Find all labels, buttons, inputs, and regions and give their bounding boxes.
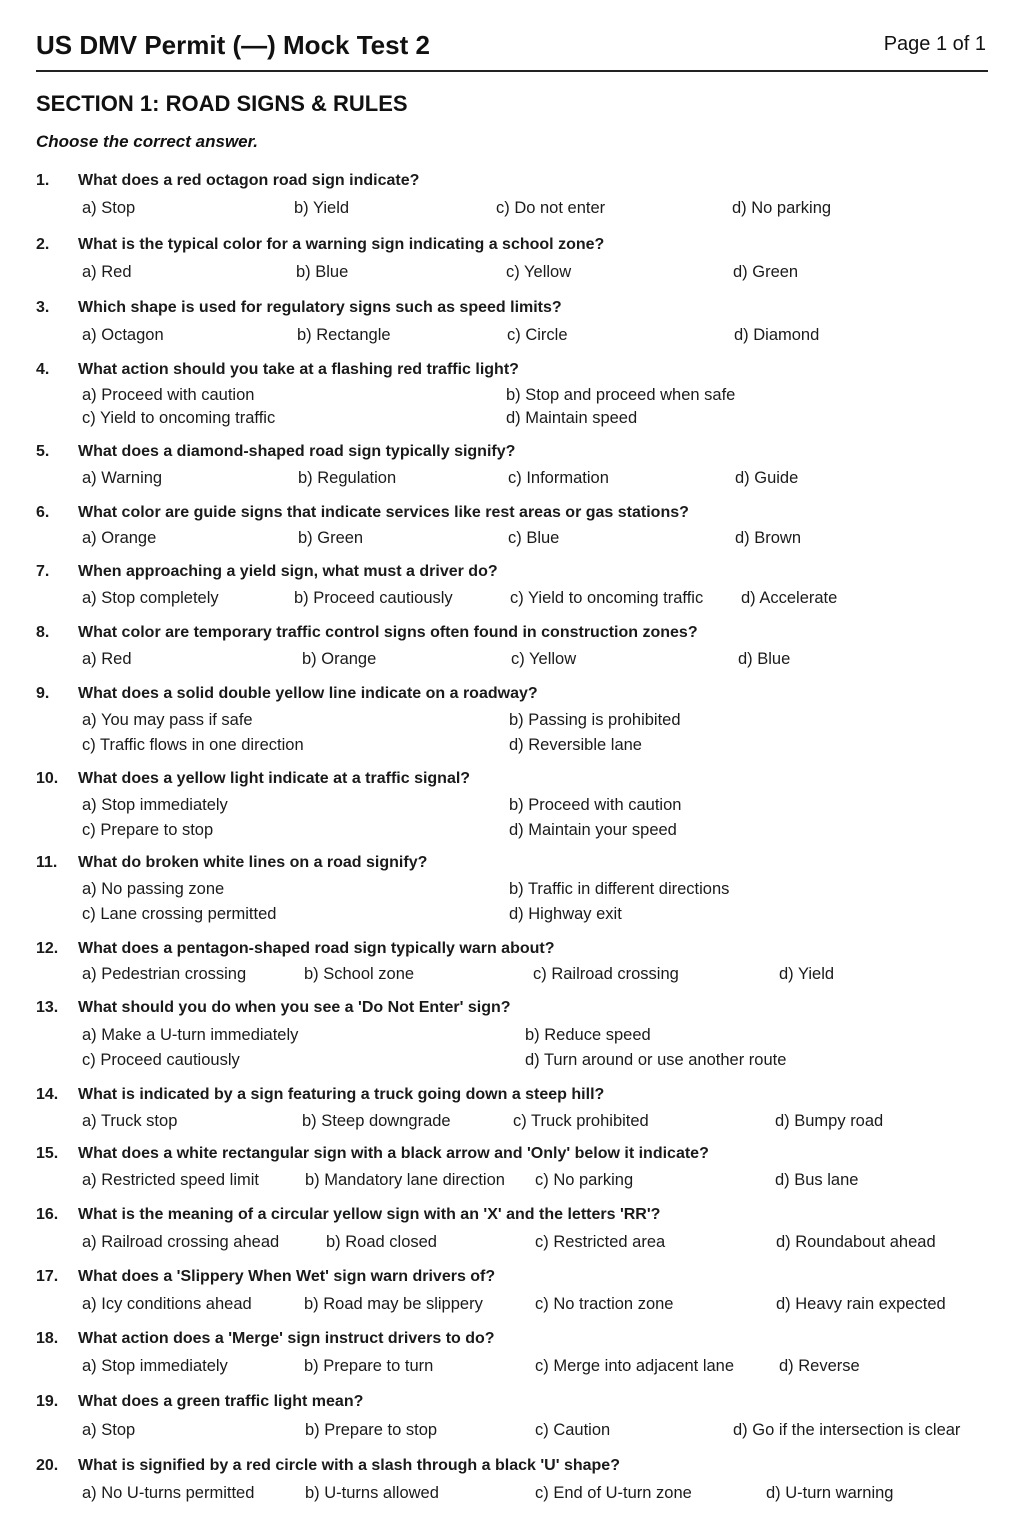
answer-option[interactable]: c) Truck prohibited (513, 1112, 649, 1130)
question-number: 9. (36, 685, 50, 702)
answer-option[interactable]: d) Maintain speed (506, 409, 638, 427)
answer-option[interactable]: a) Railroad crossing ahead (82, 1233, 280, 1251)
page-header (36, 30, 988, 72)
answer-option[interactable]: d) Highway exit (509, 905, 622, 923)
answer-option[interactable]: a) Stop (82, 1421, 136, 1439)
answer-option[interactable]: a) Stop (82, 199, 136, 217)
instruction: Choose the correct answer. (36, 132, 259, 151)
answer-option[interactable]: d) Turn around or use another route (525, 1051, 787, 1069)
answer-option[interactable]: d) No parking (732, 199, 832, 217)
question-text: What action does a 'Merge' sign instruct drivers to do? (78, 1330, 495, 1347)
answer-option[interactable]: a) Red (82, 263, 132, 281)
answer-option[interactable]: b) Proceed cautiously (294, 589, 453, 607)
question-number: 7. (36, 563, 50, 580)
question-number: 18. (36, 1330, 59, 1347)
answer-option[interactable]: c) Circle (507, 326, 568, 344)
answer-option[interactable]: c) No traction zone (535, 1295, 674, 1313)
answer-option[interactable]: c) Information (508, 469, 609, 487)
answer-option[interactable]: d) Reverse (779, 1357, 860, 1375)
answer-option[interactable]: a) Warning (82, 469, 163, 487)
answer-option[interactable]: d) Guide (735, 469, 799, 487)
answer-option[interactable]: c) Yield to oncoming traffic (82, 409, 276, 427)
answer-option[interactable]: d) Diamond (734, 326, 820, 344)
answer-option[interactable]: c) Yellow (506, 263, 572, 281)
answer-option[interactable]: c) Yellow (511, 650, 577, 668)
answer-option[interactable]: c) Merge into adjacent lane (535, 1357, 735, 1375)
question-number: 13. (36, 999, 59, 1016)
question-number: 15. (36, 1145, 59, 1162)
question-text: What action should you take at a flashing red traffic light? (78, 361, 519, 378)
question-number: 20. (36, 1457, 59, 1474)
answer-option[interactable]: c) Yield to oncoming traffic (510, 589, 704, 607)
section-title: SECTION 1: ROAD SIGNS & RULES (36, 91, 408, 116)
answer-option[interactable]: d) Blue (738, 650, 791, 668)
answer-option[interactable]: a) Proceed with caution (82, 386, 255, 404)
question-number: 8. (36, 624, 50, 641)
answer-option[interactable]: b) Road may be slippery (304, 1295, 483, 1313)
answer-option[interactable]: b) Green (298, 529, 364, 547)
question-number: 10. (36, 770, 59, 787)
question-text: What does a solid double yellow line indicate on a roadway? (78, 685, 538, 702)
answer-option[interactable]: c) End of U-turn zone (535, 1484, 692, 1502)
answer-option[interactable]: d) Roundabout ahead (776, 1233, 936, 1251)
answer-option[interactable]: b) Prepare to stop (305, 1421, 438, 1439)
answer-option[interactable]: a) Red (82, 650, 132, 668)
answer-option[interactable]: c) Prepare to stop (82, 821, 214, 839)
answer-option[interactable]: d) Maintain your speed (509, 821, 677, 839)
answer-option[interactable]: d) Brown (735, 529, 802, 547)
question-text: What color are temporary traffic control signs often found in construction zones? (78, 624, 698, 641)
answer-option[interactable]: d) Green (733, 263, 799, 281)
answer-option[interactable]: b) Yield (294, 199, 350, 217)
question-number: 6. (36, 504, 50, 521)
answer-option[interactable]: a) Icy conditions ahead (82, 1295, 252, 1313)
answer-option[interactable]: b) Orange (302, 650, 377, 668)
question-text: What color are guide signs that indicate services like rest areas or gas stations? (78, 504, 689, 521)
question-text: What does a white rectangular sign with a black arrow and 'Only' below it indicate? (78, 1145, 709, 1162)
page-number: Page 1 of 1 (883, 33, 986, 55)
answer-option[interactable]: b) School zone (304, 965, 415, 983)
question-text: What does a 'Slippery When Wet' sign warn drivers of? (78, 1268, 496, 1285)
answer-option[interactable]: d) Bumpy road (775, 1112, 884, 1130)
question-text: What does a pentagon-shaped road sign typically warn about? (78, 940, 555, 957)
answer-option[interactable]: c) Railroad crossing (533, 965, 679, 983)
answer-option[interactable]: a) No passing zone (82, 880, 225, 898)
answer-option[interactable]: b) Road closed (326, 1233, 437, 1251)
answer-option[interactable]: a) Stop immediately (82, 1357, 228, 1375)
answer-option[interactable]: b) Blue (296, 263, 349, 281)
answer-option[interactable]: b) U-turns allowed (305, 1484, 439, 1502)
question-text: What does a yellow light indicate at a traffic signal? (78, 770, 471, 787)
question-text: What does a green traffic light mean? (78, 1393, 364, 1410)
answer-option[interactable]: c) Caution (535, 1421, 611, 1439)
answer-option[interactable]: d) Bus lane (775, 1171, 859, 1189)
answer-option[interactable]: c) Traffic flows in one direction (82, 736, 304, 754)
answer-option[interactable]: b) Reduce speed (525, 1026, 651, 1044)
answer-option[interactable]: b) Prepare to turn (304, 1357, 434, 1375)
answer-option[interactable]: b) Traffic in different directions (509, 880, 730, 898)
question-number: 4. (36, 361, 50, 378)
answer-option[interactable]: c) Blue (508, 529, 560, 547)
question-number: 17. (36, 1268, 59, 1285)
question-text: What is the meaning of a circular yellow sign with an 'X' and the letters 'RR'? (78, 1206, 661, 1223)
question-number: 5. (36, 443, 50, 460)
question-text: Which shape is used for regulatory signs such as speed limits? (78, 299, 562, 316)
answer-option[interactable]: a) Octagon (82, 326, 164, 344)
question-text: What is the typical color for a warning sign indicating a school zone? (78, 236, 605, 253)
answer-option[interactable]: d) Go if the intersection is clear (733, 1421, 961, 1439)
answer-option[interactable]: a) Stop completely (82, 589, 219, 607)
question-text: When approaching a yield sign, what must a driver do? (78, 563, 498, 580)
answer-option[interactable]: b) Mandatory lane direction (305, 1171, 505, 1189)
answer-option[interactable]: d) Accelerate (741, 589, 838, 607)
answer-option[interactable]: b) Rectangle (297, 326, 391, 344)
answer-option[interactable]: b) Regulation (298, 469, 397, 487)
answer-option[interactable]: d) Heavy rain expected (776, 1295, 946, 1313)
answer-option[interactable]: c) Restricted area (535, 1233, 666, 1251)
answer-option[interactable]: a) Orange (82, 529, 157, 547)
question-text: What does a red octagon road sign indicate? (78, 172, 420, 189)
answer-option[interactable]: a) Make a U-turn immediately (82, 1026, 299, 1044)
answer-option[interactable]: a) Truck stop (82, 1112, 178, 1130)
question-text: What is signified by a red circle with a slash through a black 'U' shape? (78, 1457, 620, 1474)
question-number: 16. (36, 1206, 59, 1223)
answer-option[interactable]: a) Pedestrian crossing (82, 965, 247, 983)
question-number: 14. (36, 1086, 59, 1103)
question-number: 1. (36, 172, 50, 189)
answer-option[interactable]: d) U-turn warning (766, 1484, 894, 1502)
answer-option[interactable]: c) Proceed cautiously (82, 1051, 240, 1069)
answer-option[interactable]: c) No parking (535, 1171, 634, 1189)
answer-option[interactable]: b) Proceed with caution (509, 796, 682, 814)
question-text: What do broken white lines on a road signify? (78, 854, 428, 871)
question-text: What is indicated by a sign featuring a truck going down a steep hill? (78, 1086, 605, 1103)
answer-option[interactable]: b) Steep downgrade (302, 1112, 451, 1130)
question-number: 3. (36, 299, 50, 316)
question-text: What does a diamond-shaped road sign typically signify? (78, 443, 516, 460)
answer-option[interactable]: c) Lane crossing permitted (82, 905, 277, 923)
answer-option[interactable]: b) Stop and proceed when safe (506, 386, 736, 404)
question-number: 19. (36, 1393, 59, 1410)
answer-option[interactable]: a) Stop immediately (82, 796, 228, 814)
test-title: US DMV Permit (—) Mock Test 2 (36, 30, 430, 60)
answer-option[interactable]: d) Reversible lane (509, 736, 642, 754)
question-text: What should you do when you see a 'Do Not Enter' sign? (78, 999, 511, 1016)
answer-option[interactable]: d) Yield (779, 965, 835, 983)
answer-option[interactable]: a) Restricted speed limit (82, 1171, 259, 1189)
answer-option[interactable]: a) You may pass if safe (82, 711, 253, 729)
question-number: 11. (36, 854, 58, 871)
answer-option[interactable]: c) Do not enter (496, 199, 606, 217)
question-number: 2. (36, 236, 50, 253)
answer-option[interactable]: b) Passing is prohibited (509, 711, 681, 729)
question-number: 12. (36, 940, 59, 957)
answer-option[interactable]: a) No U-turns permitted (82, 1484, 255, 1502)
